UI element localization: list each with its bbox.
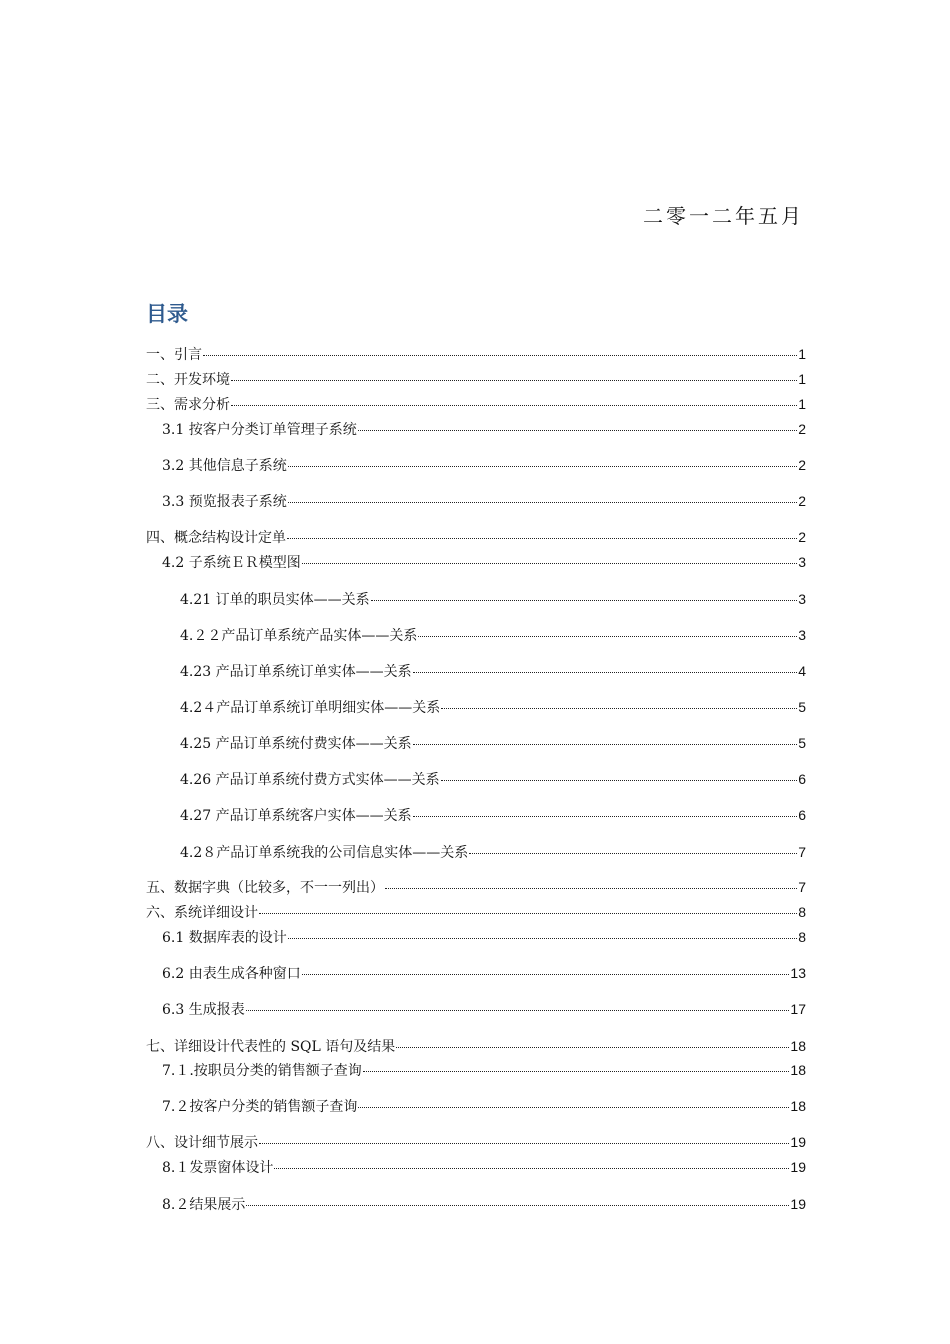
toc-entry[interactable] xyxy=(180,806,806,824)
toc-entry-page: 4 xyxy=(798,663,806,679)
toc-entry-page: 5 xyxy=(798,735,806,751)
toc-entry[interactable] xyxy=(146,878,806,896)
toc-entry-label: 6.1 数据库表的设计 xyxy=(162,930,287,946)
toc-entry[interactable] xyxy=(180,770,806,788)
toc-entry-label: 4.25 产品订单系统付费实体——关系 xyxy=(180,736,412,752)
toc-leader-dots xyxy=(358,1107,789,1108)
toc-entry-label: 八、设计细节展示 xyxy=(146,1135,258,1151)
toc-leader-dots xyxy=(203,355,797,356)
toc-entry-page: 8 xyxy=(798,904,806,920)
toc-entry[interactable] xyxy=(146,1133,806,1151)
toc-entry-page: 3 xyxy=(798,627,806,643)
toc-leader-dots xyxy=(363,1071,790,1072)
toc-entry-page: 5 xyxy=(798,699,806,715)
toc-entry-label: 4.２２产品订单系统产品实体——关系 xyxy=(180,628,418,644)
toc-entry[interactable] xyxy=(162,456,806,474)
toc-leader-dots xyxy=(358,430,797,431)
toc-entry[interactable] xyxy=(162,1158,806,1176)
toc-leader-dots xyxy=(413,744,798,745)
toc-leader-dots xyxy=(302,563,797,564)
toc-entry-label: 6.3 生成报表 xyxy=(162,1002,245,1018)
toc-entry-label: 7.２按客户分类的销售额子查询 xyxy=(162,1099,358,1115)
toc-entry-page: 1 xyxy=(798,346,806,362)
toc-entry-label: 五、数据字典（比较多，不一一列出） xyxy=(146,880,384,896)
toc-entry-page: 19 xyxy=(790,1134,806,1150)
toc-entry[interactable] xyxy=(180,698,806,716)
toc-entry[interactable] xyxy=(162,1195,806,1213)
toc-entry[interactable] xyxy=(162,492,806,510)
toc-entry[interactable] xyxy=(180,843,806,861)
toc-entry-label: 8.２结果展示 xyxy=(162,1197,246,1213)
toc-leader-dots xyxy=(288,502,797,503)
toc-heading: 目录 xyxy=(146,302,188,326)
toc-leader-dots xyxy=(441,780,798,781)
toc-leader-dots xyxy=(469,853,797,854)
toc-entry-label: 4.23 产品订单系统订单实体——关系 xyxy=(180,664,412,680)
toc-leader-dots xyxy=(246,1010,790,1011)
toc-entry[interactable] xyxy=(146,1037,806,1055)
toc-entry[interactable] xyxy=(146,370,806,388)
toc-leader-dots xyxy=(287,538,797,539)
toc-leader-dots xyxy=(231,380,797,381)
toc-entry-page: 7 xyxy=(798,879,806,895)
toc-entry-label: 三、需求分析 xyxy=(146,397,230,413)
toc-leader-dots xyxy=(288,466,797,467)
toc-entry[interactable] xyxy=(180,590,806,608)
toc-entry-page: 6 xyxy=(798,807,806,823)
toc-entry[interactable] xyxy=(162,1097,806,1115)
toc-leader-dots xyxy=(413,672,798,673)
toc-leader-dots xyxy=(274,1168,789,1169)
toc-entry-label: 二、开发环境 xyxy=(146,372,230,388)
toc-leader-dots xyxy=(259,1143,789,1144)
toc-entry[interactable] xyxy=(180,662,806,680)
toc-entry-label: 六、系统详细设计 xyxy=(146,905,258,921)
toc-entry-label: 3.3 预览报表子系统 xyxy=(162,494,287,510)
toc-entry[interactable] xyxy=(180,626,806,644)
toc-leader-dots xyxy=(231,405,797,406)
toc-entry[interactable] xyxy=(146,528,806,546)
toc-entry-page: 18 xyxy=(790,1038,806,1054)
toc-leader-dots xyxy=(259,913,797,914)
toc-entry[interactable] xyxy=(162,1000,806,1018)
toc-entry-label: 一、引言 xyxy=(146,347,202,363)
toc-entry-label: 7.１.按职员分类的销售额子查询 xyxy=(162,1063,362,1079)
toc-entry-page: 1 xyxy=(798,371,806,387)
toc-leader-dots xyxy=(302,974,790,975)
toc-leader-dots xyxy=(288,938,797,939)
toc-entry[interactable] xyxy=(146,395,806,413)
toc-entry[interactable] xyxy=(162,553,806,571)
toc-entry[interactable] xyxy=(162,420,806,438)
toc-entry[interactable] xyxy=(146,903,806,921)
toc-entry-page: 18 xyxy=(790,1062,806,1078)
date-text: 二零一二年五月 xyxy=(643,204,804,228)
toc-entry-label: 四、概念结构设计定单 xyxy=(146,530,286,546)
toc-entry-label: 3.2 其他信息子系统 xyxy=(162,458,287,474)
toc-leader-dots xyxy=(418,636,797,637)
toc-entry[interactable] xyxy=(162,964,806,982)
toc-entry-label: 6.2 由表生成各种窗口 xyxy=(162,966,301,982)
toc-entry-page: 13 xyxy=(790,965,806,981)
toc-leader-dots xyxy=(385,888,797,889)
toc-leader-dots xyxy=(413,816,798,817)
toc-entry-page: 2 xyxy=(798,493,806,509)
toc-entry-page: 3 xyxy=(798,554,806,570)
toc-entry-label: 4.2８产品订单系统我的公司信息实体——关系 xyxy=(180,845,469,861)
toc-entry-label: 8.１发票窗体设计 xyxy=(162,1160,274,1176)
toc-entry-page: 2 xyxy=(798,457,806,473)
toc-entry-page: 6 xyxy=(798,771,806,787)
toc-entry[interactable] xyxy=(180,734,806,752)
toc-entry-page: 1 xyxy=(798,396,806,412)
toc-entry-page: 3 xyxy=(798,591,806,607)
toc-entry-page: 18 xyxy=(790,1098,806,1114)
toc-entry-label: 4.26 产品订单系统付费方式实体——关系 xyxy=(180,772,440,788)
toc-entry-page: 2 xyxy=(798,421,806,437)
toc-leader-dots xyxy=(396,1047,789,1048)
toc-entry-label: 七、详细设计代表性的 SQL 语句及结果 xyxy=(146,1039,396,1055)
toc-entry-page: 19 xyxy=(790,1196,806,1212)
toc-entry[interactable] xyxy=(162,928,806,946)
toc-entry[interactable] xyxy=(146,345,806,363)
toc-leader-dots xyxy=(246,1205,789,1206)
toc-entry-page: 7 xyxy=(798,844,806,860)
toc-entry-label: 4.21 订单的职员实体——关系 xyxy=(180,592,370,608)
toc-entry-label: 3.1 按客户分类订单管理子系统 xyxy=(162,422,357,438)
toc-entry-label: 4.2４产品订单系统订单明细实体——关系 xyxy=(180,700,441,716)
toc-entry-page: 8 xyxy=(798,929,806,945)
toc-entry[interactable] xyxy=(162,1061,806,1079)
toc-entry-label: 4.2 子系统ＥＲ模型图 xyxy=(162,555,301,571)
toc-entry-label: 4.27 产品订单系统客户实体——关系 xyxy=(180,808,412,824)
toc-leader-dots xyxy=(441,708,797,709)
toc-entry-page: 2 xyxy=(798,529,806,545)
toc-leader-dots xyxy=(371,600,798,601)
toc-entry-page: 19 xyxy=(790,1159,806,1175)
toc-entry-page: 17 xyxy=(790,1001,806,1017)
